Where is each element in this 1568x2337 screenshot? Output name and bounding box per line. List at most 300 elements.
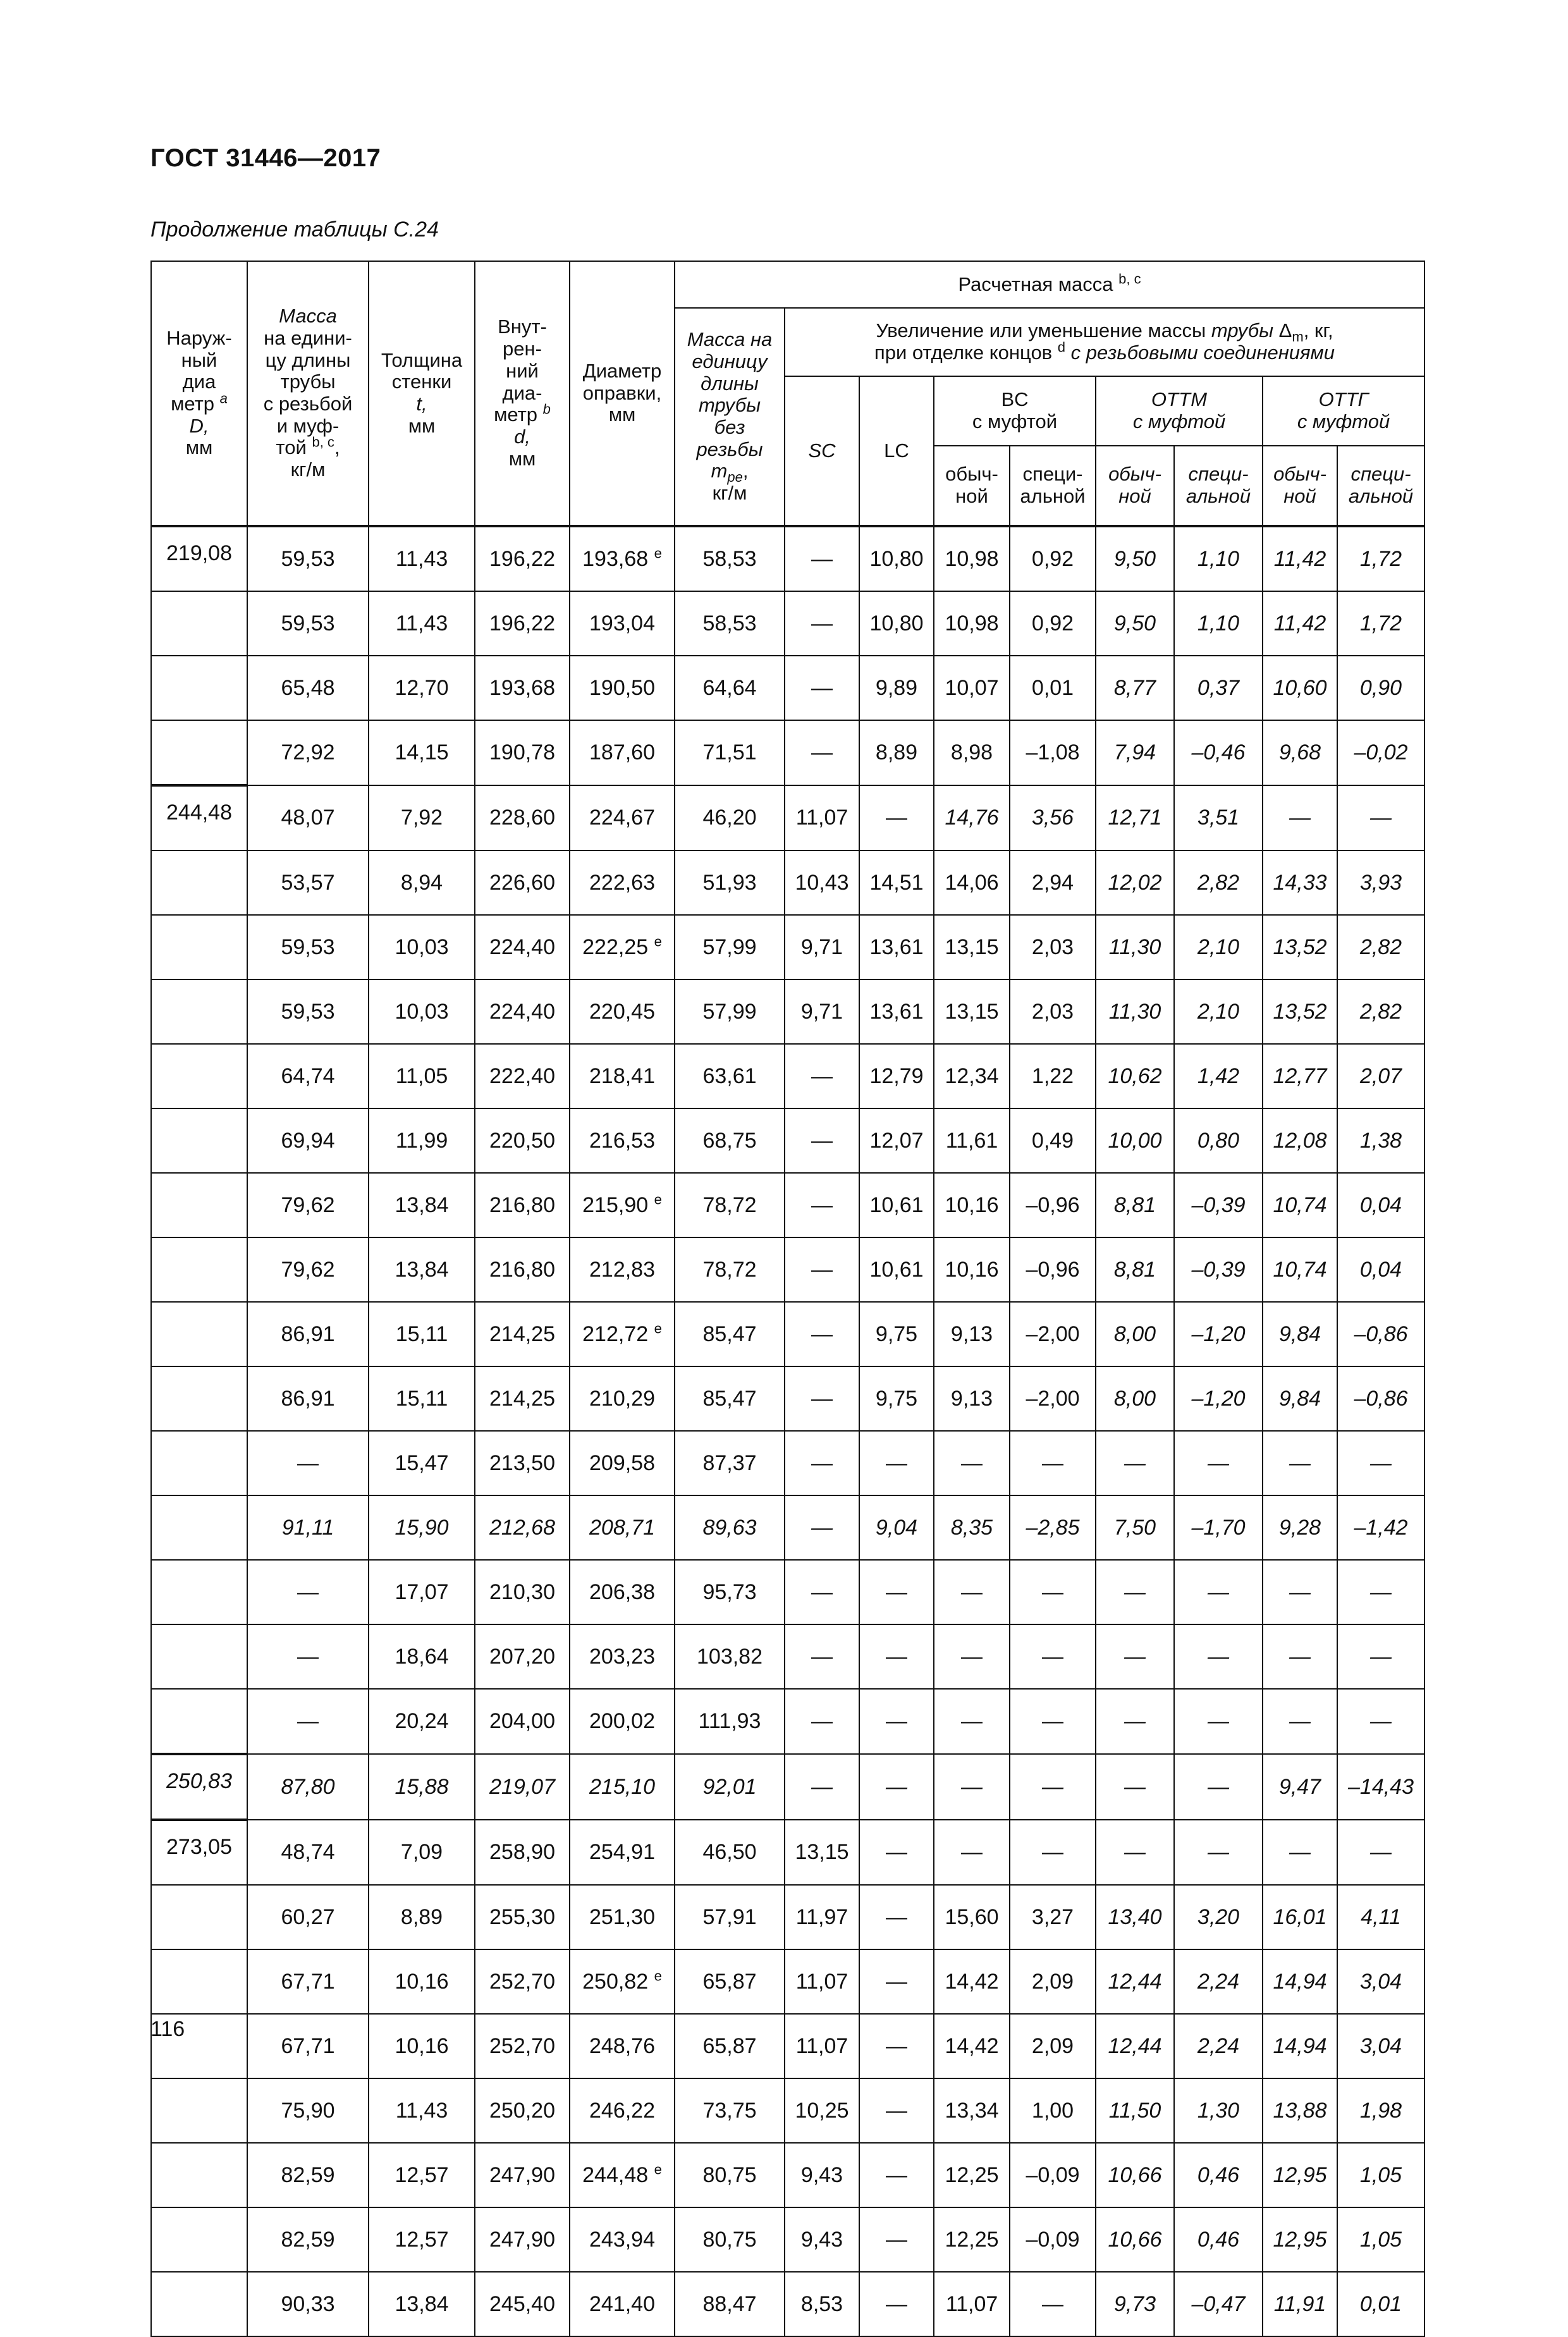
cell-inner: 245,40 <box>475 2272 570 2336</box>
cell-ottm-special: –1,70 <box>1174 1495 1263 1560</box>
cell-lc: — <box>859 2143 934 2207</box>
cell-outer-diameter <box>151 1044 247 1108</box>
cell-ottm-regular: 8,00 <box>1096 1302 1174 1366</box>
cell-outer-diameter <box>151 1366 247 1431</box>
cell-drift <box>570 979 675 1044</box>
cell-wall: 10,16 <box>369 1949 475 2014</box>
cell-bc-special: 0,92 <box>1010 591 1096 656</box>
cell-bc-special: 2,09 <box>1010 1949 1096 2014</box>
cell-sc: — <box>785 591 859 656</box>
cell-lc: — <box>859 1560 934 1624</box>
cell-outer-diameter <box>151 1173 247 1237</box>
cell-ottg-special: 1,05 <box>1337 2207 1424 2272</box>
cell-plain-mass: 73,75 <box>675 2078 785 2143</box>
drift-value: 212,72 <box>582 1322 649 1346</box>
cell-plain-mass: 46,20 <box>675 785 785 850</box>
cell-inner: 193,68 <box>475 656 570 720</box>
cell-mass: — <box>247 1624 369 1689</box>
cell-ottg-special: 1,72 <box>1337 591 1424 656</box>
cell-wall: 11,05 <box>369 1044 475 1108</box>
cell-lc: — <box>859 1431 934 1495</box>
cell-bc-special: 2,94 <box>1010 850 1096 915</box>
drift-value: 210,29 <box>589 1386 655 1411</box>
cell-plain-mass: 78,72 <box>675 1237 785 1302</box>
cell-plain-mass: 63,61 <box>675 1044 785 1108</box>
cell-ottg-regular: — <box>1263 1689 1337 1754</box>
cell-lc: 8,89 <box>859 720 934 785</box>
cell-outer-diameter: 219,08 <box>151 526 247 591</box>
cell-bc-regular: 14,76 <box>934 785 1010 850</box>
drift-value: 220,45 <box>589 999 655 1024</box>
cell-drift <box>570 656 675 720</box>
cell-plain-mass: 78,72 <box>675 1173 785 1237</box>
cell-sc: — <box>785 720 859 785</box>
cell-lc: 9,75 <box>859 1302 934 1366</box>
cell-sc: — <box>785 1173 859 1237</box>
cell-ottm-special: — <box>1174 1820 1263 1885</box>
cell-drift <box>570 1044 675 1108</box>
table-row <box>151 1237 1424 1302</box>
cell-sc: 11,07 <box>785 785 859 850</box>
cell-plain-mass: 65,87 <box>675 2014 785 2078</box>
cell-ottg-regular: — <box>1263 1560 1337 1624</box>
cell-ottm-regular: 7,50 <box>1096 1495 1174 1560</box>
col-ottm-regular: обыч- ной <box>1096 446 1174 526</box>
cell-mass: 75,90 <box>247 2078 369 2143</box>
drift-value: 222,25 <box>582 935 649 959</box>
cell-ottm-special: 0,46 <box>1174 2207 1263 2272</box>
cell-ottm-special: — <box>1174 1754 1263 1820</box>
cell-outer-diameter <box>151 1624 247 1689</box>
cell-drift <box>570 1431 675 1495</box>
cell-sc: 9,71 <box>785 915 859 979</box>
cell-plain-mass: 103,82 <box>675 1624 785 1689</box>
cell-sc: 9,43 <box>785 2143 859 2207</box>
cell-ottm-regular: 8,00 <box>1096 1366 1174 1431</box>
cell-wall: 13,84 <box>369 1237 475 1302</box>
cell-outer-diameter <box>151 2143 247 2207</box>
table-row <box>151 1560 1424 1624</box>
cell-ottg-special: 0,90 <box>1337 656 1424 720</box>
cell-bc-regular: 9,13 <box>934 1302 1010 1366</box>
cell-mass: 64,74 <box>247 1044 369 1108</box>
cell-ottg-special: 0,04 <box>1337 1173 1424 1237</box>
table-row <box>151 2078 1424 2143</box>
cell-ottm-special: –0,47 <box>1174 2272 1263 2336</box>
cell-wall: 12,57 <box>369 2143 475 2207</box>
cell-drift <box>570 1173 675 1237</box>
cell-drift <box>570 720 675 785</box>
cell-bc-regular: — <box>934 1689 1010 1754</box>
cell-bc-special: 0,92 <box>1010 526 1096 591</box>
table-head <box>151 261 1424 526</box>
cell-bc-special: –1,08 <box>1010 720 1096 785</box>
cell-ottg-special: 2,82 <box>1337 915 1424 979</box>
cell-ottg-special: –0,86 <box>1337 1302 1424 1366</box>
cell-lc: — <box>859 1820 934 1885</box>
cell-bc-regular: — <box>934 1560 1010 1624</box>
cell-inner: 212,68 <box>475 1495 570 1560</box>
cell-sc: 10,25 <box>785 2078 859 2143</box>
cell-sc: — <box>785 656 859 720</box>
footnote-marker: e <box>654 1191 662 1208</box>
cell-outer-diameter: 250,83 <box>151 1754 247 1820</box>
cell-sc: — <box>785 1302 859 1366</box>
cell-drift <box>570 1302 675 1366</box>
drift-value: 216,53 <box>589 1128 655 1153</box>
table-row <box>151 656 1424 720</box>
cell-sc: 8,53 <box>785 2272 859 2336</box>
drift-value: 212,83 <box>589 1257 655 1282</box>
cell-mass: 69,94 <box>247 1108 369 1173</box>
cell-bc-regular: 10,07 <box>934 656 1010 720</box>
drift-value: 243,94 <box>589 2227 655 2252</box>
cell-plain-mass: 64,64 <box>675 656 785 720</box>
cell-wall: 10,03 <box>369 979 475 1044</box>
cell-ottm-regular: 10,66 <box>1096 2143 1174 2207</box>
cell-inner: 258,90 <box>475 1820 570 1885</box>
cell-drift <box>570 2014 675 2078</box>
cell-drift <box>570 915 675 979</box>
table-body <box>151 526 1424 2336</box>
cell-ottg-special: 2,82 <box>1337 979 1424 1044</box>
col-mass-change: Увеличение или уменьшение массы трубы $\Delta_m$, кг, при отделке концов $^d$ с резьбовыми соединениями <box>785 308 1424 376</box>
drift-value: 200,02 <box>589 1709 655 1733</box>
cell-bc-special: –2,00 <box>1010 1366 1096 1431</box>
cell-outer-diameter <box>151 2272 247 2336</box>
cell-ottm-regular: — <box>1096 1820 1174 1885</box>
cell-bc-regular: 12,34 <box>934 1044 1010 1108</box>
cell-ottg-regular: 12,95 <box>1263 2207 1337 2272</box>
cell-lc: — <box>859 1754 934 1820</box>
cell-lc: 13,61 <box>859 979 934 1044</box>
table-row <box>151 2272 1424 2336</box>
cell-ottg-regular: 10,74 <box>1263 1237 1337 1302</box>
cell-sc: — <box>785 1754 859 1820</box>
cell-ottm-special: — <box>1174 1624 1263 1689</box>
cell-ottg-regular: 10,74 <box>1263 1173 1337 1237</box>
table-row <box>151 1173 1424 1237</box>
cell-ottg-regular: 9,28 <box>1263 1495 1337 1560</box>
cell-inner: 196,22 <box>475 526 570 591</box>
cell-mass: 82,59 <box>247 2143 369 2207</box>
cell-outer-diameter <box>151 591 247 656</box>
cell-inner: 216,80 <box>475 1237 570 1302</box>
cell-mass: 87,80 <box>247 1754 369 1820</box>
cell-inner: 219,07 <box>475 1754 570 1820</box>
cell-wall: 7,09 <box>369 1820 475 1885</box>
cell-ottg-special: 3,04 <box>1337 1949 1424 2014</box>
footnote-marker: e <box>654 933 662 950</box>
cell-bc-special: –0,96 <box>1010 1173 1096 1237</box>
cell-ottg-regular: 9,84 <box>1263 1366 1337 1431</box>
table-row <box>151 1754 1424 1820</box>
cell-sc: 10,43 <box>785 850 859 915</box>
cell-plain-mass: 65,87 <box>675 1949 785 2014</box>
col-lc: LC <box>859 376 934 526</box>
cell-drift <box>570 785 675 850</box>
cell-lc: 10,80 <box>859 591 934 656</box>
cell-wall: 10,16 <box>369 2014 475 2078</box>
drift-value: 250,82 <box>582 1969 649 1994</box>
cell-plain-mass: 57,91 <box>675 1885 785 1949</box>
cell-ottg-regular: 9,68 <box>1263 720 1337 785</box>
table-row <box>151 1495 1424 1560</box>
cell-plain-mass: 95,73 <box>675 1560 785 1624</box>
cell-bc-special: –0,96 <box>1010 1237 1096 1302</box>
cell-mass: — <box>247 1689 369 1754</box>
cell-ottm-regular: 9,50 <box>1096 526 1174 591</box>
drift-value: 251,30 <box>589 1905 655 1929</box>
cell-inner: 190,78 <box>475 720 570 785</box>
cell-bc-regular: 14,42 <box>934 2014 1010 2078</box>
cell-sc: — <box>785 1108 859 1173</box>
drift-value: 241,40 <box>589 2291 655 2316</box>
cell-ottm-special: 2,10 <box>1174 915 1263 979</box>
col-ottm-special: специ- альной <box>1174 446 1263 526</box>
cell-inner: 247,90 <box>475 2207 570 2272</box>
col-bc-special: специ- альной <box>1010 446 1096 526</box>
cell-ottm-special: –0,39 <box>1174 1237 1263 1302</box>
cell-ottg-regular: 12,08 <box>1263 1108 1337 1173</box>
cell-inner: 228,60 <box>475 785 570 850</box>
table-row <box>151 1431 1424 1495</box>
cell-ottm-regular: 10,62 <box>1096 1044 1174 1108</box>
cell-drift <box>570 1689 675 1754</box>
cell-mass: 79,62 <box>247 1237 369 1302</box>
cell-drift <box>570 2207 675 2272</box>
cell-ottg-special: 3,93 <box>1337 850 1424 915</box>
cell-ottg-special: 3,04 <box>1337 2014 1424 2078</box>
cell-drift <box>570 2143 675 2207</box>
footnote-marker: e <box>654 2161 662 2178</box>
cell-ottg-special: –1,42 <box>1337 1495 1424 1560</box>
cell-mass: 48,07 <box>247 785 369 850</box>
cell-drift <box>570 2078 675 2143</box>
cell-ottg-special: 1,98 <box>1337 2078 1424 2143</box>
cell-ottg-regular: 12,77 <box>1263 1044 1337 1108</box>
cell-lc: 14,51 <box>859 850 934 915</box>
cell-plain-mass: 89,63 <box>675 1495 785 1560</box>
cell-bc-special: — <box>1010 1754 1096 1820</box>
cell-inner: 213,50 <box>475 1431 570 1495</box>
cell-ottg-regular: 13,88 <box>1263 2078 1337 2143</box>
cell-wall: 8,89 <box>369 1885 475 1949</box>
cell-drift <box>570 2272 675 2336</box>
cell-ottg-regular: — <box>1263 1624 1337 1689</box>
cell-inner: 252,70 <box>475 1949 570 2014</box>
cell-sc: — <box>785 1689 859 1754</box>
cell-mass: 60,27 <box>247 1885 369 1949</box>
cell-wall: 10,03 <box>369 915 475 979</box>
col-bc: BC с муфтой <box>934 376 1096 446</box>
cell-ottg-regular: — <box>1263 1431 1337 1495</box>
drift-value: 248,76 <box>589 2033 655 2058</box>
cell-outer-diameter <box>151 1689 247 1754</box>
table-row <box>151 850 1424 915</box>
col-sc: SC <box>785 376 859 526</box>
cell-sc: — <box>785 1431 859 1495</box>
cell-ottm-special: 2,10 <box>1174 979 1263 1044</box>
cell-inner: 220,50 <box>475 1108 570 1173</box>
cell-outer-diameter <box>151 979 247 1044</box>
drift-value: 193,04 <box>589 611 655 635</box>
cell-lc: — <box>859 2207 934 2272</box>
col-wall-thickness: Толщина стенки t, мм <box>369 261 475 526</box>
cell-ottg-regular: 14,94 <box>1263 1949 1337 2014</box>
cell-ottm-regular: 10,00 <box>1096 1108 1174 1173</box>
cell-inner: 255,30 <box>475 1885 570 1949</box>
col-ottm: ОТТМ с муфтой <box>1096 376 1263 446</box>
cell-outer-diameter <box>151 1431 247 1495</box>
cell-drift <box>570 1624 675 1689</box>
drift-value: 203,23 <box>589 1644 655 1669</box>
cell-lc: 13,61 <box>859 915 934 979</box>
cell-ottm-regular: 7,94 <box>1096 720 1174 785</box>
cell-outer-diameter <box>151 720 247 785</box>
cell-ottm-special: 1,10 <box>1174 591 1263 656</box>
cell-wall: 15,11 <box>369 1302 475 1366</box>
cell-ottg-special: — <box>1337 785 1424 850</box>
cell-lc: 12,79 <box>859 1044 934 1108</box>
cell-ottg-regular: 14,33 <box>1263 850 1337 915</box>
cell-lc: 12,07 <box>859 1108 934 1173</box>
table-row <box>151 1044 1424 1108</box>
drift-value: 190,50 <box>589 675 655 700</box>
cell-drift <box>570 1108 675 1173</box>
cell-mass: 67,71 <box>247 2014 369 2078</box>
cell-outer-diameter <box>151 1237 247 1302</box>
drift-value: 222,63 <box>589 870 655 895</box>
cell-ottg-special: — <box>1337 1431 1424 1495</box>
cell-ottg-special: 2,07 <box>1337 1044 1424 1108</box>
cell-inner: 224,40 <box>475 915 570 979</box>
cell-mass: 59,53 <box>247 591 369 656</box>
cell-outer-diameter <box>151 2207 247 2272</box>
cell-lc: — <box>859 1949 934 2014</box>
cell-inner: 222,40 <box>475 1044 570 1108</box>
cell-drift <box>570 1560 675 1624</box>
cell-outer-diameter <box>151 1560 247 1624</box>
cell-wall: 11,43 <box>369 526 475 591</box>
cell-drift <box>570 1754 675 1820</box>
drift-value: 208,71 <box>589 1515 655 1540</box>
cell-ottm-regular: 13,40 <box>1096 1885 1174 1949</box>
cell-mass: 86,91 <box>247 1366 369 1431</box>
cell-ottg-special: — <box>1337 1820 1424 1885</box>
cell-ottm-special: 1,42 <box>1174 1044 1263 1108</box>
cell-bc-regular: 8,98 <box>934 720 1010 785</box>
cell-ottg-regular: — <box>1263 1820 1337 1885</box>
cell-inner: 224,40 <box>475 979 570 1044</box>
cell-outer-diameter <box>151 1108 247 1173</box>
cell-ottm-special: –0,46 <box>1174 720 1263 785</box>
cell-plain-mass: 111,93 <box>675 1689 785 1754</box>
cell-bc-regular: 10,98 <box>934 591 1010 656</box>
table-row <box>151 785 1424 850</box>
table-row <box>151 1624 1424 1689</box>
col-plain-end-mass: Масса на единицу длины трубы без резьбы $m_{pe}$, кг/м <box>675 308 785 526</box>
cell-ottg-special: — <box>1337 1560 1424 1624</box>
cell-mass: 72,92 <box>247 720 369 785</box>
cell-wall: 7,92 <box>369 785 475 850</box>
drift-value: 218,41 <box>589 1064 655 1088</box>
cell-bc-special: — <box>1010 1689 1096 1754</box>
cell-bc-special: –2,85 <box>1010 1495 1096 1560</box>
cell-ottm-regular: 8,81 <box>1096 1237 1174 1302</box>
cell-sc: — <box>785 1560 859 1624</box>
pipe-mass-table <box>150 261 1425 2337</box>
cell-ottm-special: 1,10 <box>1174 526 1263 591</box>
cell-ottm-regular: 8,81 <box>1096 1173 1174 1237</box>
cell-wall: 20,24 <box>369 1689 475 1754</box>
cell-lc: 9,75 <box>859 1366 934 1431</box>
cell-lc: 9,04 <box>859 1495 934 1560</box>
cell-bc-special: –2,00 <box>1010 1302 1096 1366</box>
cell-ottm-special: 0,37 <box>1174 656 1263 720</box>
col-calculated-mass: Расчетная масса $^{b, c}$ <box>675 261 1424 308</box>
cell-bc-regular: — <box>934 1431 1010 1495</box>
cell-mass: 67,71 <box>247 1949 369 2014</box>
cell-inner: 207,20 <box>475 1624 570 1689</box>
table-row <box>151 1949 1424 2014</box>
cell-bc-regular: 11,61 <box>934 1108 1010 1173</box>
cell-mass: 59,53 <box>247 979 369 1044</box>
cell-outer-diameter <box>151 1495 247 1560</box>
cell-lc: — <box>859 2078 934 2143</box>
cell-ottm-regular: — <box>1096 1754 1174 1820</box>
table-row <box>151 2207 1424 2272</box>
cell-lc: 10,61 <box>859 1237 934 1302</box>
table-row <box>151 1366 1424 1431</box>
cell-inner: 250,20 <box>475 2078 570 2143</box>
page-number: 116 <box>150 2017 185 2041</box>
cell-drift <box>570 1820 675 1885</box>
cell-plain-mass: 80,75 <box>675 2207 785 2272</box>
drift-value: 244,48 <box>582 2162 649 2187</box>
cell-sc: 9,71 <box>785 979 859 1044</box>
cell-plain-mass: 57,99 <box>675 979 785 1044</box>
cell-drift <box>570 1949 675 2014</box>
col-ottg-special: специ- альной <box>1337 446 1424 526</box>
cell-ottg-regular: 12,95 <box>1263 2143 1337 2207</box>
cell-mass: — <box>247 1431 369 1495</box>
cell-bc-special: — <box>1010 1624 1096 1689</box>
cell-sc: 13,15 <box>785 1820 859 1885</box>
cell-wall: 15,90 <box>369 1495 475 1560</box>
cell-wall: 13,84 <box>369 2272 475 2336</box>
document-header: ГОСТ 31446—2017 <box>150 144 381 172</box>
cell-bc-regular: 10,16 <box>934 1173 1010 1237</box>
cell-ottm-regular: — <box>1096 1689 1174 1754</box>
cell-inner: 204,00 <box>475 1689 570 1754</box>
cell-ottm-regular: 12,44 <box>1096 1949 1174 2014</box>
footnote-marker: e <box>654 1320 662 1337</box>
cell-outer-diameter <box>151 656 247 720</box>
cell-bc-regular: 14,42 <box>934 1949 1010 2014</box>
col-drift-diameter: Диаметр оправки, мм <box>570 261 675 526</box>
cell-wall: 12,57 <box>369 2207 475 2272</box>
cell-mass: 59,53 <box>247 915 369 979</box>
cell-inner: 210,30 <box>475 1560 570 1624</box>
cell-ottg-special: — <box>1337 1624 1424 1689</box>
cell-ottg-regular: 14,94 <box>1263 2014 1337 2078</box>
cell-ottm-regular: — <box>1096 1560 1174 1624</box>
cell-bc-regular: 10,98 <box>934 526 1010 591</box>
cell-mass: 79,62 <box>247 1173 369 1237</box>
cell-wall: 8,94 <box>369 850 475 915</box>
cell-bc-regular: 13,34 <box>934 2078 1010 2143</box>
